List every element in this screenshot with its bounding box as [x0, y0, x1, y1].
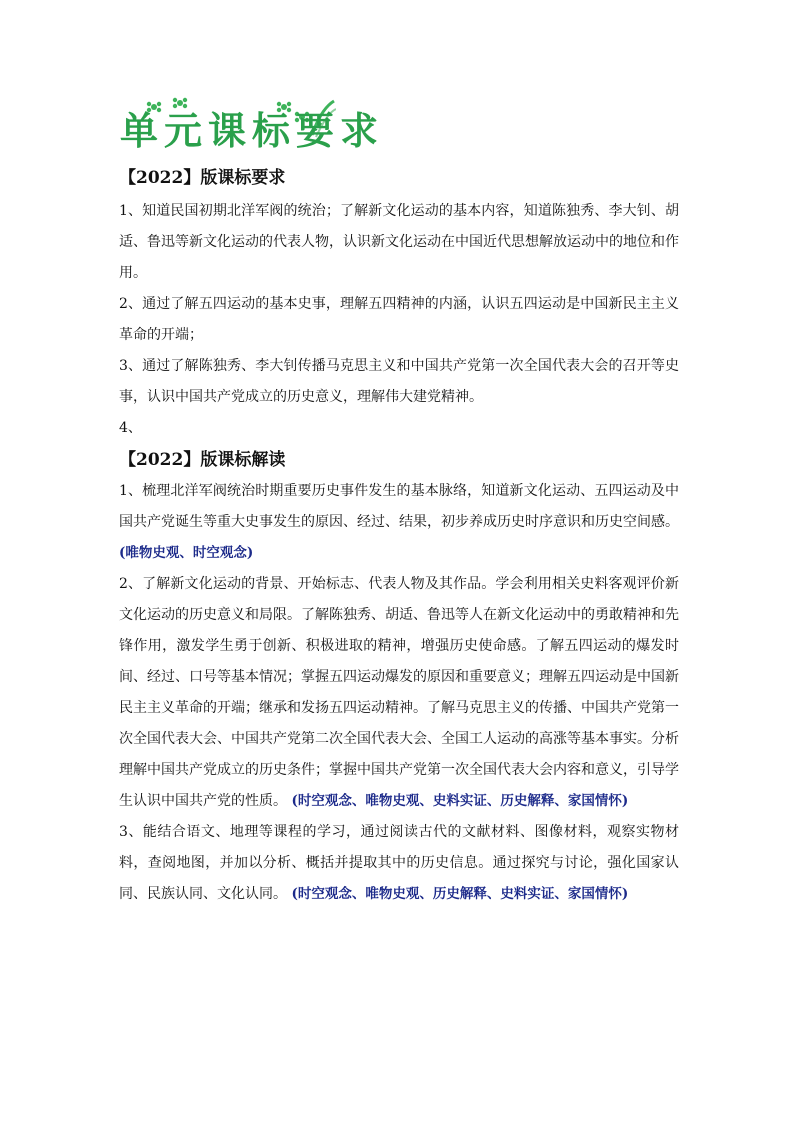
requirements-title: 【2022】版课标要求 — [119, 168, 286, 188]
interpretation-text: 2、了解新文化运动的背景、开始标志、代表人物及其作品。学会利用相关史料客观评价新文化运动的历史意义和局限。了解陈独秀、胡适、鲁迅等人在新文化运动中的勇敢精神和先锋作用，激发学生勇于创新、积极进取的精神，增强历史使命感。了解五四运动的爆发时间、经过、口号等基本情况；掌握五四运动爆发的原因和重要意义；理解五四运动是中国新民主主义革命的开端；继承和发扬五四运动精神。了解马克思主义的传播、中国共产党第一次全国代表大会、中国共产党第二次全国代表大会、全国工人运动的高涨等基本事实。分析理解中国共产党成立的历史条件；掌握中国共产党第一次全国代表大会内容和意义，引导学生认识中国共产党的性质。 — [119, 576, 679, 809]
interpretation-item — [119, 569, 679, 817]
requirement-item: 2、通过了解五四运动的基本史事，理解五四精神的内涵，认识五四运动是中国新民主主义革命的开端； — [119, 296, 679, 343]
literacy-tag: (时空观念、唯物史观、史料实证、历史解释、家国情怀) — [291, 793, 629, 809]
interpretation-list — [119, 476, 679, 910]
interpretation-item — [119, 476, 679, 569]
interpretation-text: 1、梳理北洋军阀统治时期重要历史事件发生的基本脉络，知道新文化运动、五四运动及中国共产党诞生等重大史事发生的原因、经过、结果，初步养成历史时序意识和历史空间感。 — [119, 483, 679, 530]
interpretation-item — [119, 817, 679, 910]
literacy-tag: (时空观念、唯物史观、历史解释、史料实证、家国情怀) — [291, 886, 629, 902]
requirement-item: 3、通过了解陈独秀、李大钊传播马克思主义和中国共产党第一次全国代表大会的召开等史事，认识中国共产党成立的历史意义，理解伟大建党精神。 — [119, 358, 679, 405]
interpretation-title: 【2022】版课标解读 — [119, 450, 286, 470]
unit-banner — [116, 95, 385, 157]
requirements-list — [119, 196, 679, 444]
requirement-item: 1、知道民国初期北洋军阀的统治；了解新文化运动的基本内容，知道陈独秀、李大钊、胡适、鲁迅等新文化运动的代表人物，认识新文化运动在中国近代思想解放运动中的地位和作用。 — [119, 203, 679, 281]
banner-title: 单元课标要求 — [120, 108, 385, 153]
requirement-item: 4、 — [119, 420, 142, 436]
literacy-tag: (唯物史观、时空观念) — [119, 545, 254, 561]
content — [119, 164, 679, 910]
interpretation-text: 3、能结合语文、地理等课程的学习，通过阅读古代的文献材料、图像材料，观察实物材料，查阅地图，并加以分析、概括并提取其中的历史信息。通过探究与讨论，强化国家认同、民族认同、文化认同。 — [119, 824, 679, 902]
